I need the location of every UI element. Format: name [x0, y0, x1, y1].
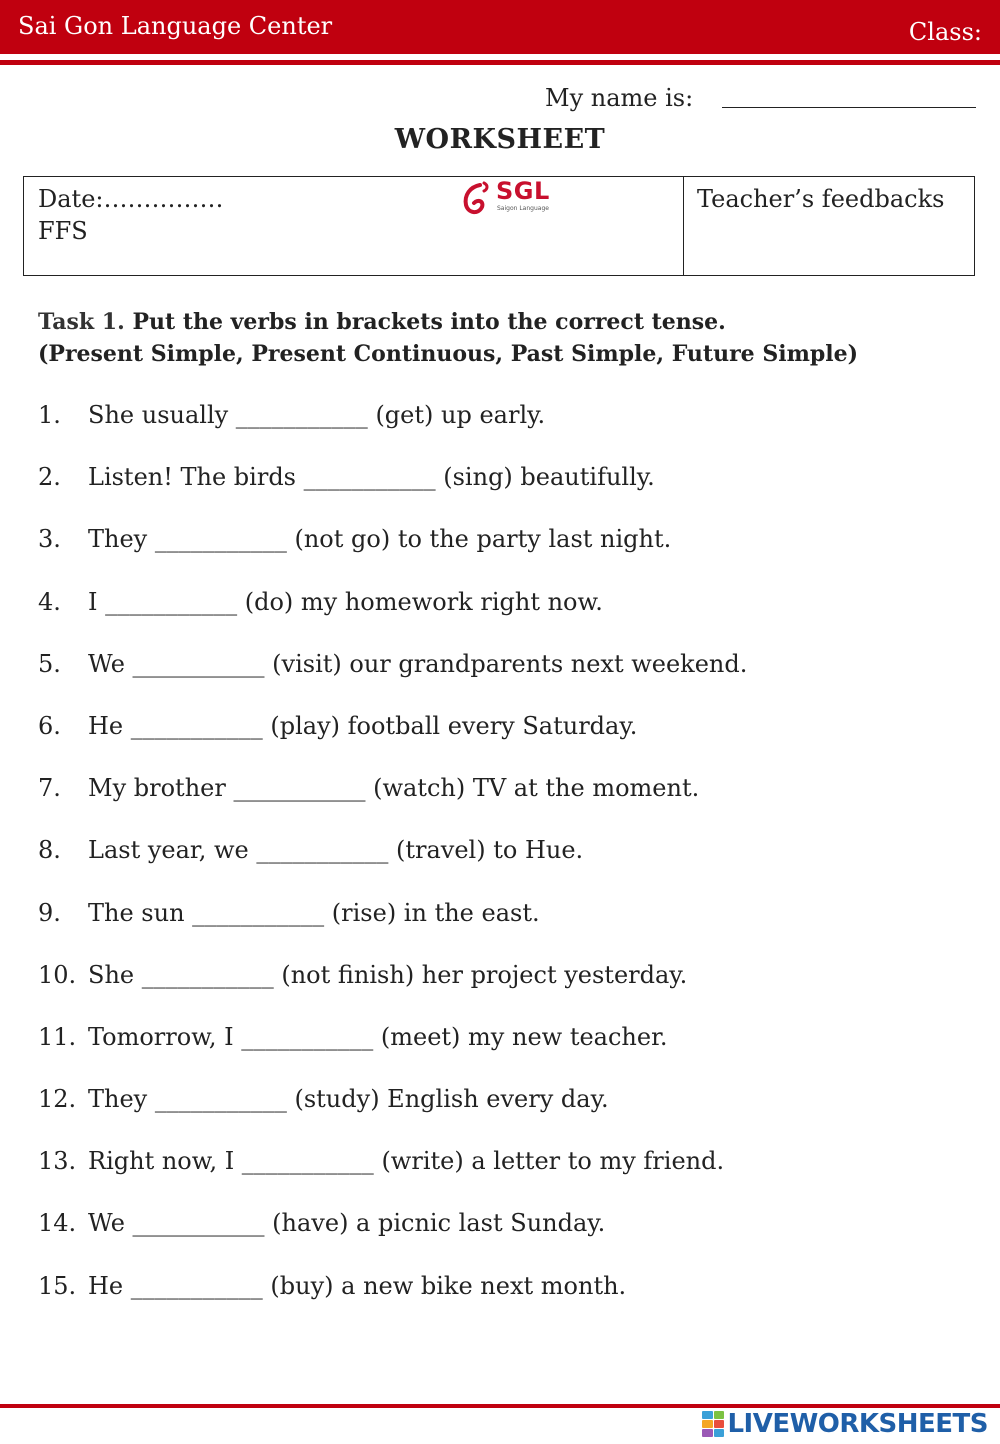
- question-number: 9.: [38, 898, 61, 927]
- question-number: 15.: [38, 1271, 77, 1300]
- name-blank-line: [722, 107, 976, 108]
- ffs-label: FFS: [38, 217, 88, 245]
- class-label: Class:: [908, 18, 982, 46]
- question-number: 5.: [38, 649, 61, 678]
- question-number: 6.: [38, 711, 61, 740]
- logo-text: SGL: [496, 177, 550, 205]
- sgl-logo: [456, 179, 556, 219]
- header-bar: [0, 0, 1000, 54]
- task-tenses: (Present Simple, Present Continuous, Past Simple, Future Simple): [38, 341, 859, 367]
- date-label: Date:……………: [38, 185, 224, 213]
- question-number: 10.: [38, 960, 77, 989]
- question-number: 3.: [38, 525, 61, 554]
- center-name: Sai Gon Language Center: [18, 12, 333, 40]
- question-number: 12.: [38, 1085, 77, 1114]
- task-number: Task 1.: [38, 309, 125, 335]
- question-text: They ___________ (not go) to the party last night.: [88, 525, 672, 554]
- question-text: He ___________ (buy) a new bike next month.: [88, 1271, 627, 1300]
- info-box: [23, 176, 975, 276]
- question-number: 13.: [38, 1147, 77, 1176]
- question-number: 4.: [38, 587, 61, 616]
- question-text: He ___________ (play) football every Saturday.: [88, 711, 638, 740]
- liveworksheets-brand: LIVEWORKSHEETS: [727, 1409, 988, 1439]
- question-text: They ___________ (study) English every day.: [88, 1085, 609, 1114]
- liveworksheets-icon: [702, 1411, 724, 1437]
- name-label: My name is:: [545, 84, 694, 112]
- task-heading: [38, 306, 858, 370]
- worksheet-title: WORKSHEET: [394, 124, 606, 155]
- question-number: 1.: [38, 401, 61, 429]
- question-text: My brother ___________ (watch) TV at the moment.: [88, 774, 700, 803]
- question-number: 11.: [38, 1022, 77, 1051]
- question-text: Last year, we ___________ (travel) to Hue.: [88, 836, 584, 865]
- task-instruction: Put the verbs in brackets into the correct tense.: [132, 309, 726, 335]
- teacher-feedback-label: Teacher’s feedbacks: [697, 185, 945, 213]
- question-text: We ___________ (visit) our grandparents next weekend.: [88, 649, 748, 678]
- question-number: 14.: [38, 1209, 77, 1238]
- question-text: She usually ___________ (get) up early.: [88, 401, 546, 429]
- question-text: I ___________ (do) my homework right now.: [88, 587, 603, 616]
- question-number: 7.: [38, 774, 61, 803]
- question-number: 2.: [38, 463, 61, 492]
- question-number: 8.: [38, 836, 61, 865]
- logo-subtext: Saigon Language: [497, 205, 549, 212]
- liveworksheets-logo: [702, 1408, 988, 1440]
- question-text: The sun ___________ (rise) in the east.: [88, 898, 540, 927]
- question-text: Right now, I ___________ (write) a letter to my friend.: [88, 1147, 725, 1176]
- question-text: Listen! The birds ___________ (sing) beautifully.: [88, 463, 655, 492]
- info-box-divider: [683, 177, 684, 275]
- question-text: Tomorrow, I ___________ (meet) my new teacher.: [88, 1022, 668, 1051]
- question-text: She ___________ (not finish) her project yesterday.: [88, 960, 688, 989]
- question-text: We ___________ (have) a picnic last Sunday.: [88, 1209, 606, 1238]
- header-divider: [0, 60, 1000, 65]
- sgl-swirl-icon: [456, 179, 496, 219]
